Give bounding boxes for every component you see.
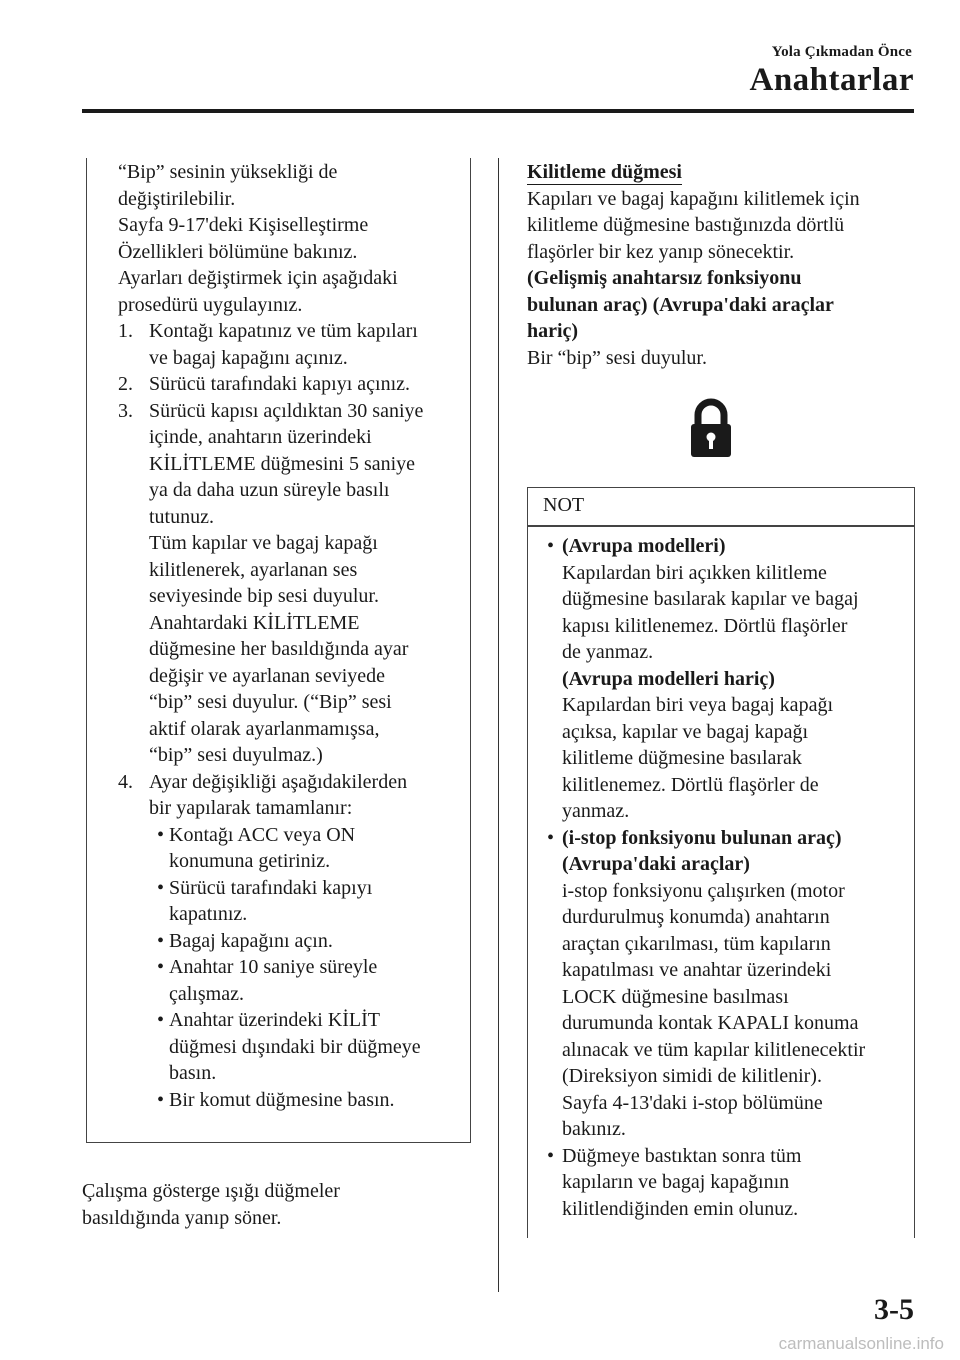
bullet-dot: • bbox=[547, 1144, 555, 1167]
step-line: değişir ve ayarlanan seviyede bbox=[149, 664, 386, 687]
intro-line: değiştirilebilir. bbox=[118, 187, 236, 210]
paragraph-line: kilitleme düğmesine bastığınızda dörtlü bbox=[527, 214, 845, 236]
section-subtitle: Yola Çıkmadan Önce bbox=[771, 44, 912, 60]
note-line: Kapılardan biri veya bagaj kapağı bbox=[562, 694, 833, 716]
note-line: bakınız. bbox=[562, 1118, 626, 1140]
indicator-line: basıldığında yanıp söner. bbox=[82, 1206, 282, 1229]
note-item bbox=[545, 825, 907, 1143]
step-line: Anahtardaki KİLİTLEME bbox=[149, 611, 360, 634]
note-bold-line: (Avrupa'daki araçlar) bbox=[562, 853, 750, 875]
indicator-line: Çalışma gösterge ışığı düğmeler bbox=[82, 1180, 340, 1202]
keyless-heading-line: (Gelişmiş anahtarsız fonksiyonu bbox=[527, 267, 802, 289]
intro-line: “Bip” sesinin yüksekliği de bbox=[118, 161, 338, 183]
note-line: Sayfa 4-13'daki i-stop bölümüne bbox=[562, 1091, 823, 1114]
note-item bbox=[545, 1143, 907, 1223]
bullet-dot: • bbox=[157, 876, 165, 899]
bullet-item bbox=[151, 954, 470, 1007]
step-line: KİLİTLEME düğmesini 5 saniye bbox=[149, 452, 416, 475]
intro-line: Ayarları değiştirmek için aşağıdaki bbox=[118, 267, 398, 289]
lock-button-heading: Kilitleme düğmesi bbox=[527, 161, 682, 183]
step-line: aktif olarak ayarlanmamışsa, bbox=[149, 717, 380, 740]
bullet-dot: • bbox=[157, 929, 165, 952]
padlock-icon bbox=[670, 393, 752, 463]
intro-line: prosedürü uygulayınız. bbox=[118, 293, 303, 316]
bullet-line: kapatınız. bbox=[169, 903, 248, 925]
note-header-rule bbox=[527, 525, 915, 527]
step-item bbox=[118, 371, 470, 398]
step-line: tutunuz. bbox=[149, 505, 214, 528]
note-line: kapıların ve bagaj kapağının bbox=[562, 1171, 790, 1193]
note-item bbox=[545, 533, 907, 825]
bullet-dot: • bbox=[157, 1088, 165, 1111]
step-line: ya da daha uzun süreyle basılı bbox=[149, 479, 390, 501]
left-notice-content bbox=[118, 159, 470, 1113]
bullet-line: Anahtar 10 saniye süreyle bbox=[169, 956, 378, 978]
note-line: (Direksiyon simidi de kilitlenir). bbox=[562, 1065, 822, 1087]
right-column bbox=[527, 159, 907, 371]
note-line: açıksa, kapılar ve bagaj kapağı bbox=[562, 720, 808, 743]
bullet-dot: • bbox=[157, 1009, 165, 1031]
note-line: durdurulmuş konumda) anahtarın bbox=[562, 906, 830, 928]
step-line: “bip” sesi duyulmaz.) bbox=[149, 744, 323, 766]
note-line: de yanmaz. bbox=[562, 641, 654, 663]
step-item bbox=[118, 769, 470, 822]
bullet-item bbox=[151, 1007, 470, 1087]
header-rule bbox=[82, 109, 914, 113]
note-line: LOCK düğmesine basılması bbox=[562, 985, 789, 1008]
bullet-dot: • bbox=[547, 535, 555, 557]
step-line: seviyesinde bip sesi duyulur. bbox=[149, 585, 379, 607]
bullet-line: Bagaj kapağını açın. bbox=[169, 929, 333, 952]
step-line: Kontağı kapatınız ve tüm kapıları bbox=[149, 320, 418, 342]
bullet-dot: • bbox=[547, 826, 555, 849]
step-line: “bip” sesi duyulur. (“Bip” sesi bbox=[149, 691, 392, 713]
step-line: kilitlenerek, ayarlanan ses bbox=[149, 558, 358, 581]
bullet-item bbox=[151, 822, 470, 875]
step-item bbox=[118, 398, 470, 769]
step-line: Sürücü kapısı açıldıktan 30 saniye bbox=[149, 399, 424, 422]
step-line: ve bagaj kapağını açınız. bbox=[149, 346, 348, 369]
paragraph-line: Kapıları ve bagaj kapağını kilitlemek için bbox=[527, 187, 860, 210]
page-number: 3-5 bbox=[874, 1293, 914, 1326]
intro-line: Sayfa 9-17'deki Kişiselleştirme bbox=[118, 214, 369, 236]
note-line: alınacak ve tüm kapılar kilitlenecektir bbox=[562, 1038, 866, 1061]
intro-paragraph bbox=[118, 159, 470, 318]
note-line: i-stop fonksiyonu çalışırken (motor bbox=[562, 879, 845, 902]
bullet-line: Anahtar üzerindeki KİLİT bbox=[169, 1009, 381, 1031]
completion-bullets bbox=[118, 822, 470, 1114]
bullet-item bbox=[151, 1087, 470, 1114]
step-item bbox=[118, 318, 470, 371]
step-line: bir yapılarak tamamlanır: bbox=[149, 797, 353, 819]
bullet-item bbox=[151, 928, 470, 955]
watermark: carmanualsonline.info bbox=[778, 1334, 944, 1353]
beep-text: Bir “bip” sesi duyulur. bbox=[527, 346, 707, 369]
note-line: kapısı kilitlenemez. Dörtlü flaşörler bbox=[562, 614, 848, 637]
step-line: Tüm kapılar ve bagaj kapağı bbox=[149, 532, 378, 554]
note-line: araçtan çıkarılması, tüm kapıların bbox=[562, 932, 831, 955]
paragraph-line: flaşörler bir kez yanıp sönecektir. bbox=[527, 240, 795, 263]
note-title: NOT bbox=[543, 494, 585, 516]
steps-list bbox=[118, 318, 470, 822]
bullet-item bbox=[151, 875, 470, 928]
note-line: Kapılardan biri açıkken kilitleme bbox=[562, 561, 827, 584]
intro-line: Özellikleri bölümüne bakınız. bbox=[118, 240, 358, 263]
step-number: 1. bbox=[118, 320, 133, 342]
section-title: Anahtarlar bbox=[749, 62, 914, 98]
note-bold-line: (Avrupa modelleri) bbox=[562, 535, 726, 557]
indicator-paragraph bbox=[82, 1178, 472, 1231]
bullet-line: konumuna getiriniz. bbox=[169, 850, 331, 872]
step-number: 4. bbox=[118, 770, 133, 793]
step-line: Sürücü tarafındaki kapıyı açınız. bbox=[149, 373, 411, 395]
keyless-heading bbox=[527, 265, 907, 345]
step-number: 3. bbox=[118, 399, 133, 422]
bullet-line: Sürücü tarafındaki kapıyı bbox=[169, 876, 373, 899]
note-line: Düğmeye bastıktan sonra tüm bbox=[562, 1144, 802, 1167]
note-bold-line: (Avrupa modelleri hariç) bbox=[562, 667, 775, 690]
bullet-line: çalışmaz. bbox=[169, 982, 244, 1005]
step-number: 2. bbox=[118, 373, 133, 395]
bullet-line: basın. bbox=[169, 1062, 217, 1084]
lock-button-paragraph bbox=[527, 186, 907, 266]
keyless-heading-line: bulunan araç) (Avrupa'daki araçlar bbox=[527, 293, 834, 316]
bullet-line: Kontağı ACC veya ON bbox=[169, 823, 356, 846]
note-line: durumunda kontak KAPALI konuma bbox=[562, 1012, 859, 1034]
bullet-line: Bir komut düğmesine basın. bbox=[169, 1088, 395, 1111]
bullet-dot: • bbox=[157, 956, 165, 978]
step-line: içinde, anahtarın üzerindeki bbox=[149, 426, 372, 448]
note-line: kilitleme düğmesine basılarak bbox=[562, 747, 802, 769]
keyless-heading-line: hariç) bbox=[527, 320, 579, 342]
bullet-line: düğmesi dışındaki bir düğmeye bbox=[169, 1035, 421, 1058]
note-line: kapatılması ve anahtar üzerindeki bbox=[562, 959, 832, 981]
note-line: düğmesine basılarak kapılar ve bagaj bbox=[562, 588, 859, 610]
note-line: kilitlenemez. Dörtlü flaşörler de bbox=[562, 773, 819, 796]
note-bold-line: (i-stop fonksiyonu bulunan araç) bbox=[562, 826, 842, 849]
column-divider bbox=[498, 158, 499, 1292]
step-line: düğmesine her basıldığında ayar bbox=[149, 638, 409, 660]
note-line: yanmaz. bbox=[562, 800, 630, 822]
bullet-dot: • bbox=[157, 823, 165, 846]
step-line: Ayar değişikliği aşağıdakilerden bbox=[149, 770, 408, 793]
note-content bbox=[545, 533, 907, 1222]
note-line: kilitlendiğinden emin olunuz. bbox=[562, 1197, 799, 1220]
